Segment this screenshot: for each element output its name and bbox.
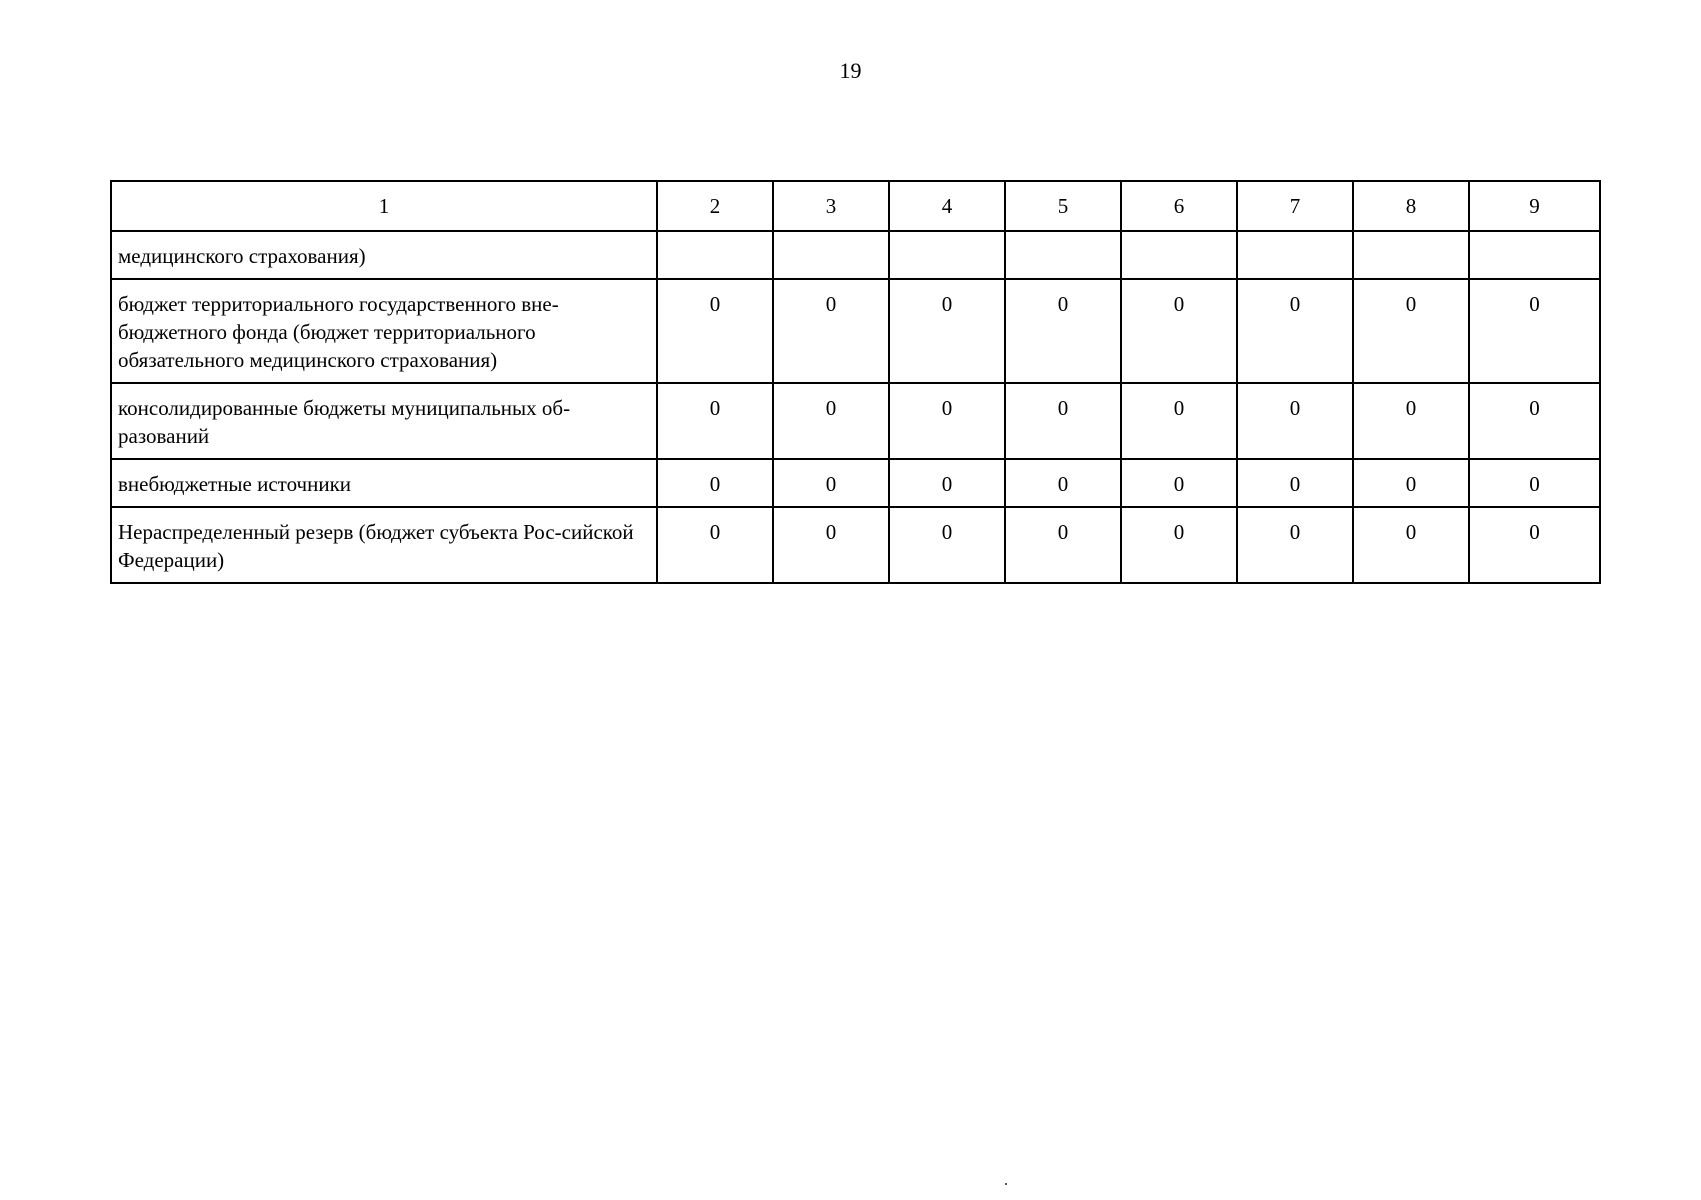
scan-speck [1005,1183,1007,1185]
value-cell: 0 [1469,507,1600,583]
value-cell: 0 [1121,383,1237,459]
table-row [111,231,1600,279]
value-cell: 0 [1469,383,1600,459]
value-cell: 0 [1237,383,1353,459]
value-cell: 0 [773,507,889,583]
value-cell: 0 [773,459,889,507]
funding-table [110,180,1601,584]
value-cell: 0 [1237,507,1353,583]
value-cell: 0 [1121,279,1237,383]
value-cell: 0 [773,383,889,459]
value-cell [1005,231,1121,279]
value-cell: 0 [889,459,1005,507]
page-number: 19 [839,58,862,83]
value-cell: 0 [657,507,773,583]
value-cell [773,231,889,279]
value-cell: 0 [1121,459,1237,507]
value-cell: 0 [1353,459,1469,507]
value-cell: 0 [1237,459,1353,507]
header-cell: 1 [111,181,657,231]
value-cell: 0 [889,507,1005,583]
header-cell: 9 [1469,181,1600,231]
value-cell [889,231,1005,279]
value-cell: 0 [1005,507,1121,583]
value-cell [657,231,773,279]
row-label: консолидированные бюджеты муниципальных об-разований [111,383,657,459]
value-cell: 0 [1353,507,1469,583]
value-cell: 0 [657,459,773,507]
header-row [111,181,1600,231]
value-cell: 0 [773,279,889,383]
row-label: медицинского страхования) [111,231,657,279]
value-cell: 0 [1469,279,1600,383]
header-cell: 4 [889,181,1005,231]
value-cell [1237,231,1353,279]
value-cell [1353,231,1469,279]
value-cell: 0 [1353,383,1469,459]
value-cell: 0 [1237,279,1353,383]
value-cell: 0 [1353,279,1469,383]
header-cell: 5 [1005,181,1121,231]
header-cell: 6 [1121,181,1237,231]
header-cell: 8 [1353,181,1469,231]
value-cell: 0 [657,279,773,383]
value-cell: 0 [1005,459,1121,507]
table-row [111,383,1600,459]
table-row [111,279,1600,383]
value-cell: 0 [889,383,1005,459]
value-cell: 0 [1121,507,1237,583]
value-cell: 0 [1005,383,1121,459]
row-label: Нераспределенный резерв (бюджет субъекта Рос-сийской Федерации) [111,507,657,583]
header-cell: 2 [657,181,773,231]
value-cell [1469,231,1600,279]
value-cell [1121,231,1237,279]
row-label: бюджет территориального государственного вне-бюджетного фонда (бюджет территориального обязательного медицинского страхования) [111,279,657,383]
table-row [111,459,1600,507]
value-cell: 0 [657,383,773,459]
value-cell: 0 [1005,279,1121,383]
row-label: внебюджетные источники [111,459,657,507]
value-cell: 0 [1469,459,1600,507]
table-row [111,507,1600,583]
value-cell: 0 [889,279,1005,383]
header-cell: 7 [1237,181,1353,231]
header-cell: 3 [773,181,889,231]
